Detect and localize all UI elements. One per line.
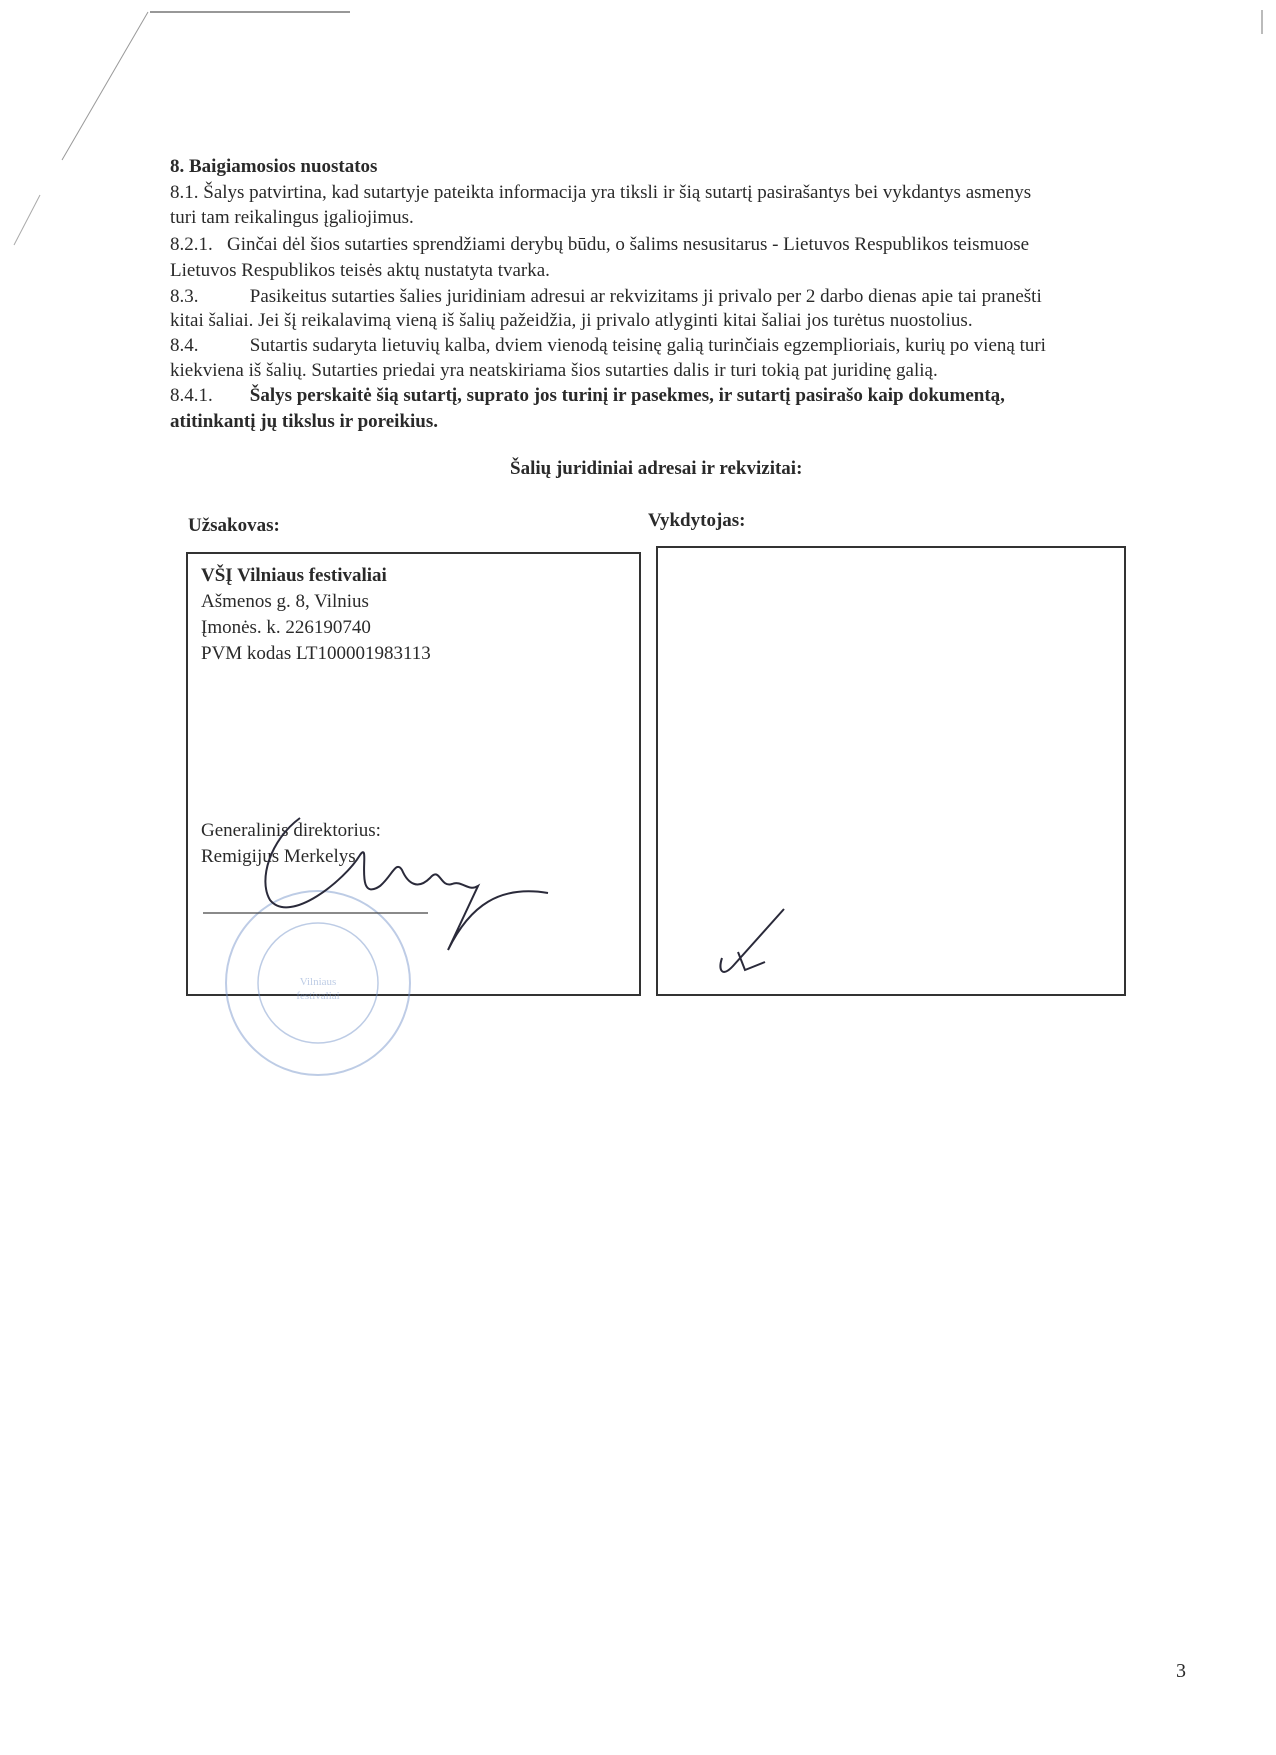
paragraph-text: Šalys perskaitė šią sutartį, suprato jos turinį ir pasekmes, ir sutartį pasirašo kaip dokumentą, — [249, 385, 1005, 406]
paragraph-8-4-1-line-1 — [170, 383, 1005, 409]
paragraph-8-4-line-1 — [170, 333, 1046, 359]
paragraph-8-2-1-line-1 — [170, 232, 1029, 258]
customer-vat-code: PVM kodas LT100001983113 — [201, 643, 431, 664]
parties-heading: Šalių juridiniai adresai ir rekvizitai: — [510, 458, 803, 479]
signer-title: Generalinis direktorius: — [201, 820, 381, 841]
svg-text:Vilniaus: Vilniaus — [299, 976, 337, 988]
customer-address: Ašmenos g. 8, Vilnius — [201, 591, 369, 612]
paragraph-text: Sutartis sudaryta lietuvių kalba, dviem vienodą teisinę galią turinčiais egzemplioriais, kurių po vieną turi — [249, 335, 1046, 356]
paragraph-text: Pasikeitus sutarties šalies juridiniam adresui ar rekvizitams ji privalo per 2 darbo dienas apie tai pranešti — [249, 286, 1042, 307]
paragraph-8-3-line-2: kitai šaliai. Jei šį reikalavimą vieną iš šalių pažeidžia, ji privalo atlyginti kitai šaliai jos turėtus nuostolius. — [170, 310, 973, 331]
paragraph-text: Šalys patvirtina, kad sutartyje pateikta informacija yra tiksli ir šią sutartį pasirašantys bei vykdantys asmenys — [203, 182, 1032, 203]
customer-name: VŠĮ Vilniaus festivaliai — [201, 565, 387, 586]
paragraph-number: 8.2.1. — [170, 234, 213, 255]
paragraph-number: 8.4. — [170, 335, 199, 356]
paragraph-number: 8.1. — [170, 182, 199, 203]
paragraph-number: 8.4.1. — [170, 385, 213, 406]
paragraph-8-3-line-1 — [170, 284, 1042, 310]
paragraph-8-4-1-line-2: atitinkantį jų tikslus ir poreikius. — [170, 411, 439, 432]
section-heading: 8. Baigiamosios nuostatos — [170, 156, 378, 177]
paragraph-text: Ginčai dėl šios sutarties sprendžiami derybų būdu, o šalims nesusitarus - Lietuvos Respublikos teismuose — [227, 234, 1030, 255]
paragraph-number: 8.3. — [170, 286, 199, 307]
paragraph-8-4-line-2: kiekviena iš šalių. Sutarties priedai yra neatskiriama šios sutarties dalis ir turi tokią pat juridinę galią. — [170, 360, 938, 381]
customer-label: Užsakovas: — [188, 515, 280, 536]
customer-details-box — [186, 552, 641, 996]
contractor-label: Vykdytojas: — [648, 510, 746, 531]
paragraph-8-1-line-1 — [170, 180, 1031, 206]
paragraph-8-2-1-line-2: Lietuvos Respublikos teisės aktų nustatyta tvarka. — [170, 260, 550, 281]
customer-company-code: Įmonės. k. 226190740 — [201, 617, 371, 638]
paragraph-8-1-line-2: turi tam reikalingus įgaliojimus. — [170, 207, 414, 228]
page-number: 3 — [1176, 1660, 1186, 1682]
contractor-details-box — [656, 546, 1126, 996]
svg-text:festivaliai: festivaliai — [296, 990, 340, 1002]
signer-name: Remigijus Merkelys — [201, 846, 356, 867]
